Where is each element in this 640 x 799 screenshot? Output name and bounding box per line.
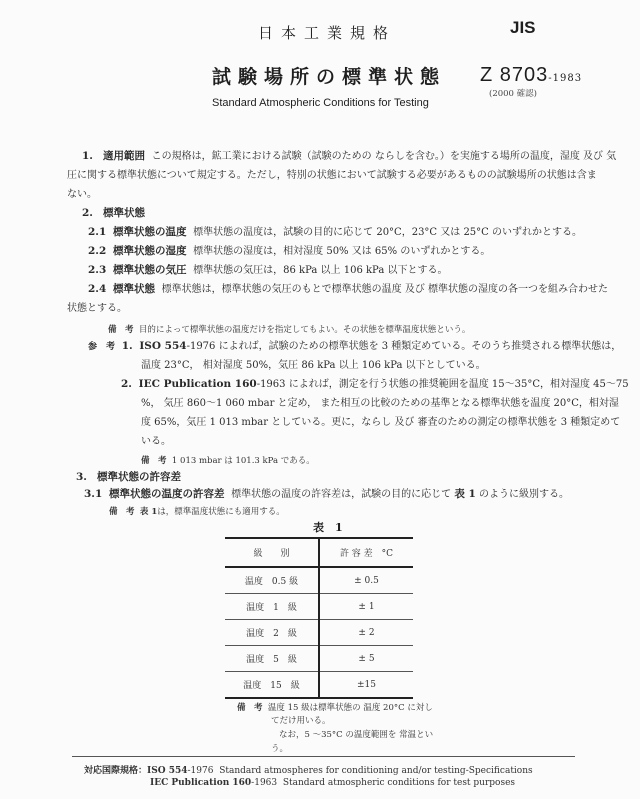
reference-2-line-2: %， 気圧 860～1 060 mbar と定め， また相互の比較のための基準となる標準状態を温度 20°C，相対湿: [141, 398, 619, 409]
section-heading: 適用範囲: [102, 150, 145, 162]
table-caption: 表 1: [313, 521, 343, 534]
table-note-line-1: 温度 15 級は標準状態の 温度 20°C に対し: [267, 703, 433, 713]
table-row: [225, 620, 413, 646]
page-title: 試験場所の標準状態: [212, 66, 447, 88]
footer-ref-1: [84, 763, 533, 776]
remark-3: [109, 505, 285, 517]
class-cell: 温度 15 級: [225, 672, 319, 699]
standard-code: [480, 64, 582, 87]
remark-text: 目的によって標準状態の温度だけを指定してもよい。その状態を標準温度状態という。: [138, 325, 471, 335]
footer-standard: IEC Publication 160: [150, 778, 252, 788]
clause-text: 標準状態の気圧は，86 kPa 以上 106 kPa 以下とする。: [193, 265, 448, 276]
section-3-heading: [76, 471, 181, 484]
reference-number: 2.: [121, 378, 132, 390]
reference-2-line-3: 度 65%，気圧 1 013 mbar としている。更に，ならし 及び 審査のための測定の標準状態を 3 種類定めて: [141, 417, 621, 428]
class-cell: 温度 1 級: [225, 594, 319, 620]
remark-text: は，標準温度状態にも適用する。: [157, 507, 285, 517]
reference-standard: ISO 554: [139, 340, 187, 352]
table-note: [237, 701, 433, 713]
reference-1-line-2: 温度 23°C， 相対湿度 50%，気圧 86 kPa 以上 106 kPa 以下としている。: [141, 360, 486, 371]
clause-heading: 標準状態の温度の許容差: [108, 488, 225, 500]
reference-number: 1.: [121, 340, 133, 352]
class-cell: 温度 5 級: [225, 646, 319, 672]
clause-text-end: のように級別する。: [475, 489, 569, 500]
table-note-line-3: なお，5 ～35°C の温度範囲を 常温とい: [279, 730, 434, 740]
header-class: 級 別: [225, 538, 319, 567]
reference-remark: [141, 454, 315, 466]
clause-2-2: [88, 245, 490, 258]
reference-2-line-4: いる。: [141, 436, 171, 447]
reference-1: [88, 340, 621, 354]
class-cell: 温度 2 級: [225, 620, 319, 646]
section-heading: 標準状態: [102, 207, 145, 219]
footer-divider: [72, 756, 575, 757]
tolerance-cell: ± 5: [358, 653, 375, 664]
footer-ref-2: [150, 778, 515, 788]
clause-2-1: [88, 226, 582, 239]
table-row: [225, 672, 413, 699]
remark-label: 備 考: [237, 703, 263, 713]
footer-label: 対応国際規格：: [84, 766, 148, 776]
class-cell: 温度 0.5 級: [225, 567, 319, 594]
section-2-heading: [82, 207, 145, 220]
header-tolerance: 許 容 差 °C: [339, 549, 394, 559]
remark-label: 備 考: [109, 507, 135, 517]
table-note-line-4: う。: [271, 744, 289, 754]
footer-standard: ISO 554: [147, 766, 188, 776]
clause-2-4: [88, 283, 608, 296]
paragraph-text: この規格は，鉱工業における試験（試験のための ならしを含む。）を実施する場所の温度，湿度 及び 気: [151, 151, 617, 162]
tolerance-cell: ±15: [357, 679, 376, 690]
clause-number: 2.3: [88, 264, 107, 276]
footer-title: Standard atmospheres for conditioning and/or testing-Specifications: [219, 766, 533, 776]
footer-year: -1963: [251, 778, 278, 788]
table-reference: 表 1: [139, 507, 158, 517]
clause-number: 2.4: [88, 283, 107, 295]
table-reference: 表 1: [454, 488, 476, 500]
tolerance-cell: ± 0.5: [354, 575, 379, 586]
clause-3-1: [84, 488, 569, 501]
clause-text: 標準状態の温度の許容差は，試験の目的に応じて: [231, 489, 455, 500]
standard-number: Z 8703: [480, 64, 549, 86]
clause-text: 標準状態の湿度は，相対湿度 50% 又は 65% のいずれかとする。: [193, 246, 491, 257]
standard-year: -1983: [548, 73, 583, 84]
remark-label: 備 考: [108, 325, 134, 335]
section-heading: 標準状態の許容差: [96, 471, 181, 483]
section-1-line-2: 圧に関する標準状態について規定する。ただし，特別の状態において試験する必要があるものの試験場所の状態は含ま: [67, 170, 597, 181]
section-number: 1.: [82, 150, 93, 162]
confirmation-note: (2000 確認): [489, 89, 537, 99]
english-title: Standard Atmospheric Conditions for Testing: [212, 97, 429, 109]
table-row: [225, 646, 413, 672]
remark-label: 備 考: [141, 456, 167, 466]
clause-heading: 標準状態: [112, 283, 155, 295]
clause-heading: 標準状態の温度: [112, 226, 187, 238]
clause-2-4-continued: 状態とする。: [67, 303, 127, 314]
section-number: 3.: [76, 471, 87, 483]
clause-number: 3.1: [84, 488, 103, 500]
table-header-row: [225, 538, 413, 567]
tolerance-cell: ± 1: [358, 601, 375, 612]
clause-heading: 標準状態の気圧: [112, 264, 187, 276]
tolerance-cell: ± 2: [358, 627, 375, 638]
reference-2: [121, 378, 629, 391]
jis-mark: JIS: [510, 18, 536, 37]
clause-text: 標準状態の温度は，試験の目的に応じて 20°C，23°C 又は 25°C のいずれかとする。: [193, 227, 582, 238]
reference-text: -1976 によれば，試験のための標準状態を 3 種類定めている。そのうち推奨される標準状態は，: [186, 341, 622, 352]
standard-series-label: 日本工業規格: [258, 24, 397, 42]
remark-text: 1 013 mbar は 101.3 kPa である。: [171, 456, 315, 466]
section-number: 2.: [82, 207, 93, 219]
reference-standard: IEC Publication 160: [138, 378, 257, 390]
section-1-line-3: ない。: [67, 189, 97, 200]
table-note-line-2: てだけ用いる。: [271, 716, 331, 726]
reference-text: -1963 によれば，測定を行う状態の推奨範囲を温度 15～35°C，相対湿度 45～75: [256, 379, 629, 390]
clause-text: 標準状態は，標準状態の気圧のもとで標準状態の温度 及び 標準状態の湿度の各一つを組み合わせた: [161, 284, 609, 295]
clause-number: 2.2: [88, 245, 107, 257]
clause-heading: 標準状態の湿度: [112, 245, 187, 257]
section-1-line-1: [82, 150, 616, 163]
footer-title: Standard atmospheric conditions for test purposes: [282, 778, 516, 788]
reference-label: 参 考: [88, 342, 116, 352]
remark-2: [108, 323, 470, 335]
table-row: [225, 594, 413, 620]
table-row: [225, 567, 413, 594]
clause-2-3: [88, 264, 447, 277]
clause-number: 2.1: [88, 226, 107, 238]
tolerance-table: [225, 537, 413, 699]
footer-year: -1976: [187, 766, 214, 776]
